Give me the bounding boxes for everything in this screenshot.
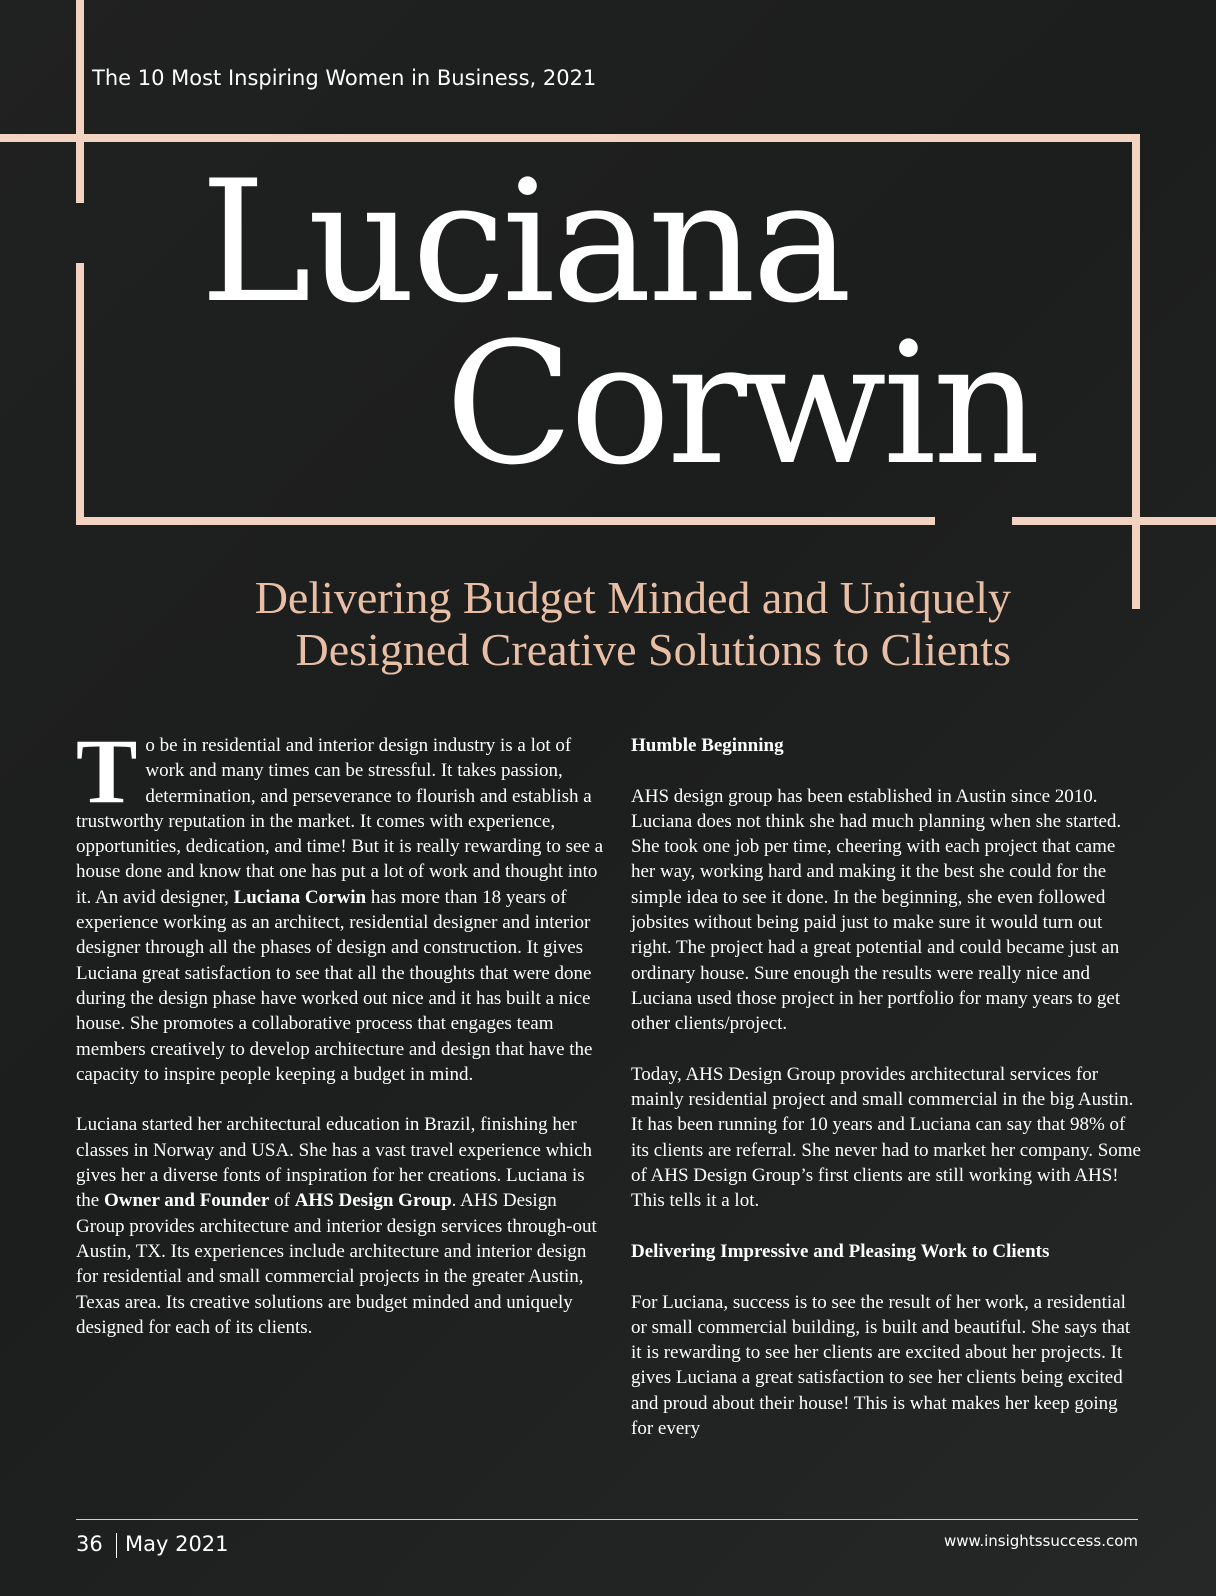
section-heading-humble-beginning: Humble Beginning (631, 735, 784, 756)
left-column (76, 720, 604, 1365)
paragraph-intro (76, 720, 604, 1087)
frame-bottom-horizontal-right (1012, 517, 1216, 525)
article-subtitle (255, 572, 1011, 676)
title-last-name: Corwin (445, 306, 1037, 502)
frame-top-horizontal (0, 134, 1140, 142)
issue-date: May 2021 (125, 1532, 229, 1556)
subtitle-line-1: Delivering Budget Minded and Uniquely (254, 572, 1011, 623)
website-link[interactable]: www.insightssuccess.com (943, 1532, 1138, 1550)
person-name-bold: Luciana Corwin (233, 886, 367, 908)
education-text-of: of (269, 1190, 295, 1212)
footer-divider (76, 1519, 1138, 1520)
paragraph-education (76, 1112, 604, 1340)
title-first-name: Luciana (200, 144, 849, 340)
section-heading-delivering-work: Delivering Impressive and Pleasing Work to Clients (631, 1240, 1050, 1262)
page-number: 36 (76, 1532, 103, 1556)
education-text-b: . AHS Design Group provides architecture and interior design services through-out Austin, TX. Its experiences include architecture and interior design for residential and small commercial projects in the greater Austin, Texas area. Its creative solutions are budget minded and uniquely designed for each of its clients. (76, 1190, 597, 1338)
drop-cap: T (76, 720, 138, 822)
frame-left-vertical-top (76, 0, 84, 203)
role-bold: Owner and Founder (103, 1190, 270, 1212)
paragraph-today: Today, AHS Design Group provides architectural services for mainly residential project and small commercial in the big Austin. It has been running for 10 years and Luciana can say that 98% of its clients are referral. She never had to market her company. Some of AHS Design Group’s first clients are still working with AHS! This tells it a lot. (631, 1063, 1141, 1212)
intro-text-b: has more than 18 years of experience working as an architect, residential designer and interior designer through all the phases of design and construction. It gives Luciana great satisfaction to see that all the thoughts that were done during the design phase have worked out nice and it has built a nice house. She promotes a collaborative process that engages team members creatively to develop architecture and design that have the capacity to inspire people keeping a budget in mind. (76, 886, 593, 1085)
frame-right-vertical (1132, 134, 1140, 609)
intro-text-a: o be in residential and interior design industry is a lot of work and many times can be stressful. It takes passion, determination, and perseverance to flourish and establish a trustworthy reputation in the market. It comes with experience, opportunities, dedication, and time! But it is really rewarding to see a house done and know that one has put a lot of work and thought into it. An avid designer, (76, 735, 604, 908)
frame-bottom-horizontal-left (76, 517, 935, 525)
subtitle-line-2: Designed Creative Solutions to Clients (295, 624, 1011, 675)
company-bold: AHS Design Group (294, 1190, 452, 1212)
right-column (631, 733, 1141, 1467)
footer-separator (116, 1533, 117, 1558)
education-text-a: Luciana started her architectural education in Brazil, finishing her classes in Norway and USA. She has a vast travel experience which gives her a diverse fonts of inspiration for her creations. Luciana is the (76, 1114, 593, 1212)
frame-left-vertical-bottom (76, 263, 84, 525)
issue-kicker: The 10 Most Inspiring Women in Business, 2021 (92, 66, 597, 90)
paragraph-success: For Luciana, success is to see the result of her work, a residential or small commercial building, is built and beautiful. She says that it is rewarding to see her clients are excited about her projects. It gives Luciana a great satisfaction to see her clients being excited and proud about their house! This is what makes her keep going for every (631, 1291, 1131, 1440)
paragraph-established: AHS design group has been established in Austin since 2010. Luciana does not think she had much planning when she started. She took one job per time, cheering with each project that came her way, working hard and making it the best she could for the simple idea to see it done. In the beginning, she even followed jobsites without being paid just to make sure it would turn out right. The project had a great potential and could became just an ordinary house. Sure enough the results were really nice and Luciana used those project in her portfolio for many years to get other clients/project. (631, 785, 1122, 1035)
